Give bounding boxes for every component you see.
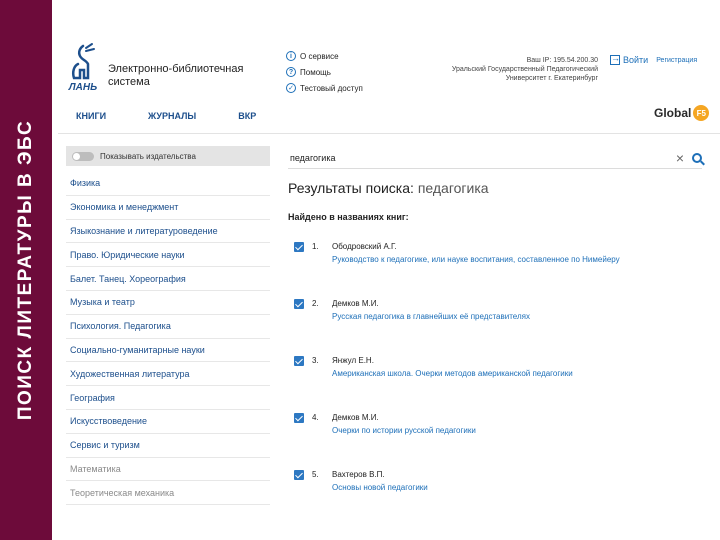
category-list bbox=[66, 172, 270, 505]
lan-logo-icon[interactable] bbox=[66, 42, 100, 94]
result-item bbox=[294, 470, 714, 500]
category-item[interactable]: Право. Юридические науки bbox=[66, 243, 270, 267]
result-author: Демков М.И. bbox=[332, 299, 379, 308]
main-nav bbox=[76, 111, 298, 121]
result-checkbox[interactable] bbox=[294, 470, 304, 480]
result-item bbox=[294, 242, 714, 272]
search-input[interactable] bbox=[290, 153, 676, 163]
category-sidebar bbox=[66, 146, 270, 505]
trial-access-label: Тестовый доступ bbox=[300, 83, 363, 93]
category-item[interactable]: Искусствоведение bbox=[66, 410, 270, 434]
help-icon: ? bbox=[286, 67, 296, 77]
category-item[interactable]: Балет. Танец. Хореография bbox=[66, 267, 270, 291]
login-icon[interactable] bbox=[610, 55, 620, 65]
category-item[interactable]: География bbox=[66, 386, 270, 410]
results-query: педагогика bbox=[417, 180, 489, 196]
result-checkbox[interactable] bbox=[294, 356, 304, 366]
results-heading bbox=[288, 180, 489, 196]
org-line-1: Уральский Государственный Педагогический bbox=[451, 66, 598, 73]
result-author: Ободровский А.Г. bbox=[332, 242, 397, 251]
result-title-link[interactable]: Русская педагогика в главнейших её представителях bbox=[332, 312, 530, 321]
result-item bbox=[294, 356, 714, 386]
trial-access-link[interactable] bbox=[286, 80, 363, 96]
logo-text: ЛАНЬ bbox=[68, 82, 98, 93]
result-checkbox[interactable] bbox=[294, 413, 304, 423]
result-item bbox=[294, 299, 714, 329]
category-item[interactable]: Экономика и менеджмент bbox=[66, 196, 270, 220]
result-number: 5. bbox=[312, 470, 319, 479]
info-links bbox=[286, 48, 363, 96]
info-icon: i bbox=[286, 51, 296, 61]
result-author: Янжул Е.Н. bbox=[332, 356, 374, 365]
show-publishers-toggle-row[interactable] bbox=[66, 146, 270, 166]
category-item[interactable]: Психология. Педагогика bbox=[66, 315, 270, 339]
side-band bbox=[0, 0, 52, 540]
about-label: О сервисе bbox=[300, 51, 339, 61]
result-title-link[interactable]: Очерки по истории русской педагогики bbox=[332, 426, 476, 435]
nav-books[interactable]: КНИГИ bbox=[76, 111, 107, 121]
ip-line: Ваш IP: 195.54.200.30 bbox=[526, 57, 598, 64]
publishers-toggle[interactable] bbox=[72, 152, 94, 161]
search-icon[interactable] bbox=[692, 153, 702, 163]
result-number: 1. bbox=[312, 242, 319, 251]
about-link[interactable] bbox=[286, 48, 363, 64]
result-checkbox[interactable] bbox=[294, 299, 304, 309]
result-number: 3. bbox=[312, 356, 319, 365]
category-item[interactable]: Художественная литература bbox=[66, 362, 270, 386]
nav-vkr[interactable]: ВКР bbox=[238, 111, 257, 121]
help-label: Помощь bbox=[300, 67, 331, 77]
ip-block bbox=[418, 56, 598, 83]
result-number: 4. bbox=[312, 413, 319, 422]
help-link[interactable] bbox=[286, 64, 363, 80]
result-author: Вахтеров В.П. bbox=[332, 470, 385, 479]
results-heading-prefix: Результаты поиска: bbox=[288, 180, 414, 196]
login-area bbox=[610, 55, 697, 65]
result-checkbox[interactable] bbox=[294, 242, 304, 252]
category-item[interactable]: Физика bbox=[66, 172, 270, 196]
result-title-link[interactable]: Основы новой педагогики bbox=[332, 483, 428, 492]
category-item[interactable]: Теоретическая механика bbox=[66, 481, 270, 505]
result-author: Демков М.И. bbox=[332, 413, 379, 422]
global-f5-logo[interactable] bbox=[654, 105, 709, 121]
category-item[interactable]: Музыка и театр bbox=[66, 291, 270, 315]
clear-search-icon[interactable]: × bbox=[675, 149, 684, 166]
category-item[interactable]: Сервис и туризм bbox=[66, 434, 270, 458]
result-title-link[interactable]: Руководство к педагогике, или науке воспитания, составленное по Нимейеру bbox=[332, 255, 620, 264]
app-window bbox=[58, 0, 720, 540]
login-link[interactable]: Войти bbox=[623, 55, 649, 65]
result-number: 2. bbox=[312, 299, 319, 308]
category-item[interactable]: Социально-гуманитарные науки bbox=[66, 339, 270, 363]
check-icon: ✓ bbox=[286, 83, 296, 93]
brand-name: Электронно-библиотечная система bbox=[108, 63, 244, 88]
org-line-2: Университет г. Екатеринбург bbox=[505, 75, 598, 82]
category-item[interactable]: Языкознание и литературоведение bbox=[66, 220, 270, 244]
nav-journals[interactable]: ЖУРНАЛЫ bbox=[148, 111, 197, 121]
header-divider bbox=[58, 133, 720, 134]
toggle-label: Показывать издательства bbox=[100, 151, 196, 161]
slide-title: ПОИСК ЛИТЕРАТУРЫ В ЭБС bbox=[15, 119, 36, 421]
f5-badge: F5 bbox=[693, 105, 709, 121]
result-title-link[interactable]: Американская школа. Очерки методов американской педагогики bbox=[332, 369, 573, 378]
register-link[interactable]: Регистрация bbox=[656, 56, 698, 64]
global-text: Global bbox=[654, 106, 692, 120]
found-in-titles-label: Найдено в названиях книг: bbox=[288, 212, 409, 222]
category-item[interactable]: Математика bbox=[66, 458, 270, 482]
result-item bbox=[294, 413, 714, 443]
search-bar bbox=[288, 147, 702, 169]
